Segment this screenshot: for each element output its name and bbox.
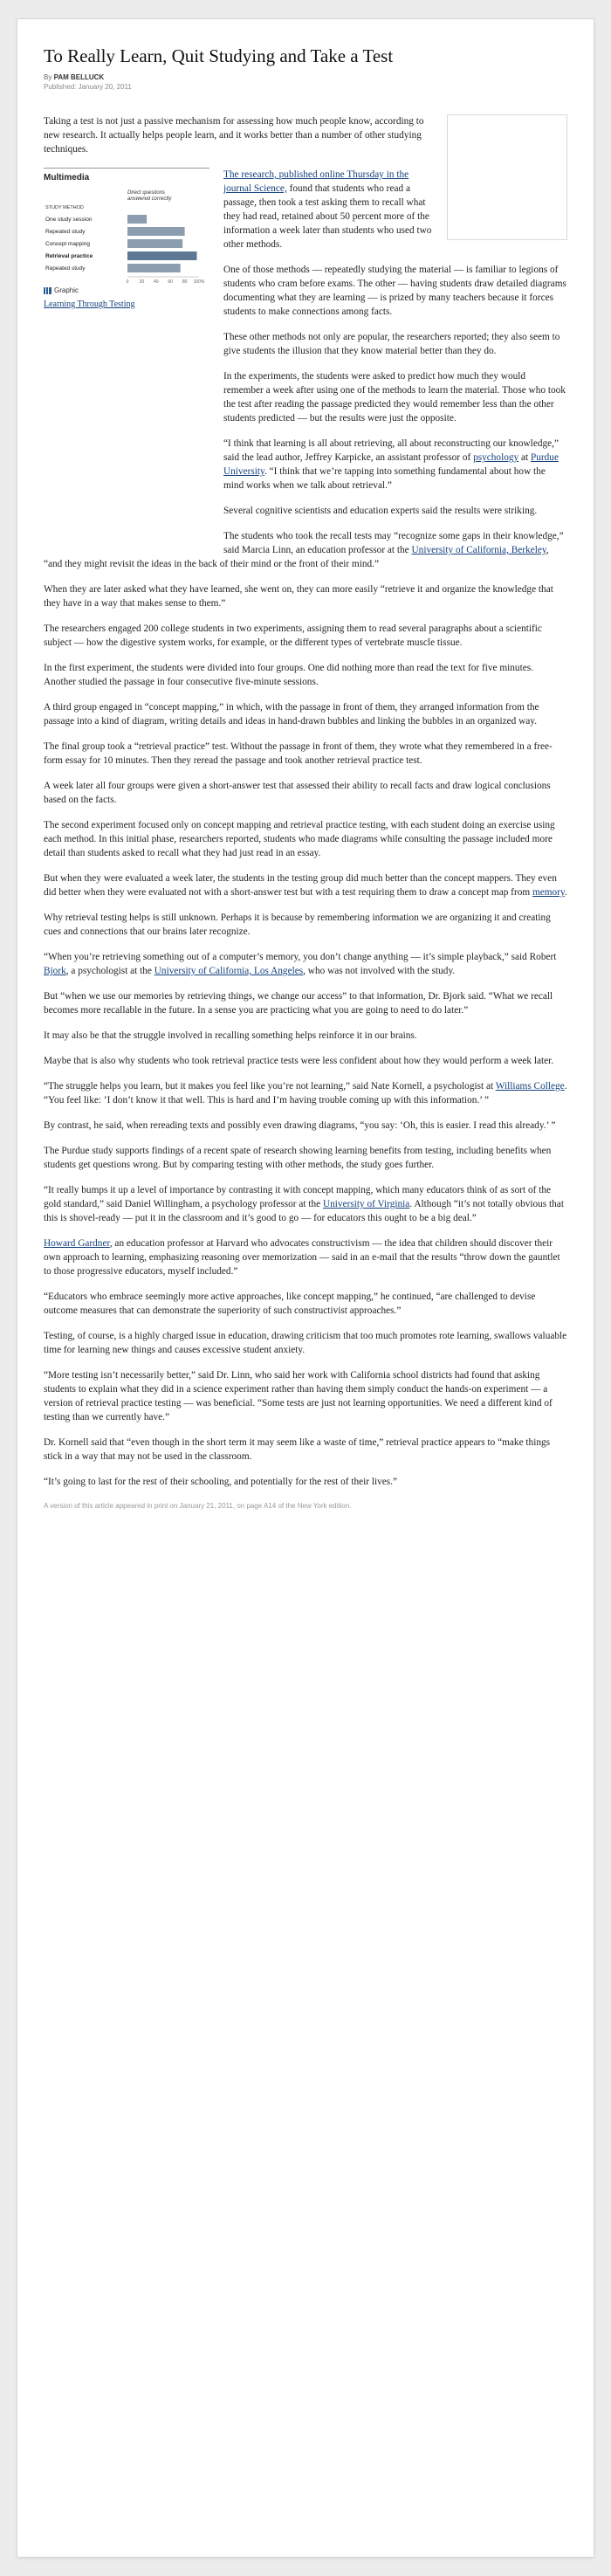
print-footnote: A version of this article appeared in print on January 21, 2011, on page A14 of the New York edition. [44, 1502, 352, 1510]
inline-link[interactable]: University of Virginia [322, 1199, 410, 1209]
headline: To Really Learn, Quit Studying and Take a Test [44, 45, 394, 66]
paragraph [44, 1475, 567, 1489]
paragraph-text: By contrast, he said, when rereading texts and possibly even drawing diagrams, “you say: ‘Oh, this is easier. I read this already.’ ” [44, 1120, 556, 1131]
graphic-thumbnail[interactable] [44, 188, 209, 286]
paragraph [44, 1368, 567, 1424]
paragraph [44, 911, 567, 939]
inline-link[interactable]: Howard Gardner [44, 1238, 110, 1249]
paragraph-text: Dr. Kornell said that “even though in the short term it may seem like a waste of time,” retrieval practice appears to “make things stick in a way that may not be used in the classroom. [44, 1437, 551, 1462]
inline-link[interactable]: memory [532, 887, 565, 898]
paragraph-text: The students who took the recall tests may “recognize some gaps in their knowledge,” said Marcia Linn, an education professor at the [223, 531, 564, 555]
paragraph [44, 1144, 567, 1172]
paragraph [44, 779, 567, 807]
paragraph-text: It may also be that the struggle involved in recalling something helps reinforce it in our brains. [44, 1030, 417, 1041]
multimedia-box [44, 168, 209, 548]
paragraph-text: The researchers engaged 200 college students in two experiments, assigning them to read several paragraphs about a scientific subject — how the digestive system works, for example, or the different types of vertebrate muscle tissue. [44, 623, 542, 648]
paragraph-text: But when they were evaluated a week later, the students in the testing group did much better than the concept mappers. They even did better when they were evaluated not with a short-answer test but with a test requiring them to draw a concept map from [44, 873, 557, 898]
paragraph-text: . Although “it’s not totally obvious that this is shovel-ready — put it in the classroom and it’s good to go — for educators this ought to be a big deal.” [44, 1199, 564, 1223]
paragraph-text: . [564, 887, 567, 898]
graphic-type-label: Graphic [54, 286, 79, 294]
paragraph-text: . “You feel like: ‘I don’t know it that well. This is hard and I’m having trouble coming up with this information.’ ” [44, 1081, 567, 1105]
paragraph-text: “It really bumps it up a level of importance by contrasting it with concept mapping, which many educators think of as sort of the gold standard,” said Daniel Willingham, a psychology professor at the [44, 1185, 552, 1209]
inline-link[interactable]: Williams College [495, 1081, 565, 1092]
paragraph-text: “When you’re retrieving something out of a computer’s memory, you don’t change anything — it’s simple playback,” said Robert [44, 952, 557, 962]
paragraph [44, 989, 567, 1017]
paragraph [44, 1054, 567, 1068]
inline-link[interactable]: psychology [473, 452, 519, 463]
inline-link[interactable]: Purdue University [223, 452, 559, 477]
paragraph [44, 1183, 567, 1225]
bar [127, 251, 197, 260]
paragraph [44, 871, 567, 899]
byline [44, 72, 567, 82]
article-content [44, 45, 567, 1511]
published-date: Published: January 20, 2011 [44, 83, 132, 91]
byline-prefix: By [44, 73, 52, 81]
paragraph-text: In the experiments, the students were asked to predict how much they would remember a week after using one of the methods to learn the material. Those who took the test after reading the passage predicted they would remember less than the other students predicted — but the results were just the opposite. [223, 371, 566, 424]
paragraph [44, 818, 567, 860]
category-label: One study session [45, 217, 93, 223]
category-label: Concept mapping [45, 241, 90, 247]
bar [127, 227, 185, 236]
article-sheet [17, 19, 594, 2557]
paragraph-text: The final group took a “retrieval practice” test. Without the passage in front of them, they wrote what they remembered in a free-form essay for 10 minutes. Then they reread the passage and took another retrieval practice test. [44, 741, 553, 766]
paragraph-text: One of those methods — repeatedly studying the material — is familiar to legions of students who cram before exams. The other — having students draw detailed diagrams documenting what they are learning — is prized by many teachers because it forces students to make connections among facts. [223, 265, 566, 317]
bar [127, 239, 182, 248]
paragraph-text: , a psychologist at the [65, 966, 154, 976]
paragraph [44, 1329, 567, 1357]
inline-link[interactable]: Bjork [44, 966, 66, 976]
paragraph-text: Maybe that is also why students who took retrieval practice tests were less confident about how they would perform a week later. [44, 1056, 554, 1066]
bar [127, 215, 147, 224]
paragraph-text: But “when we use our memories by retrieving things, we change our access” to that information, Dr. Bjork said. “What we recall becomes more recallable in the future. In a sense you are practicing what you are going to need to do later.” [44, 991, 553, 1016]
inline-link[interactable]: University of California, Berkeley [411, 545, 546, 555]
paragraph-text: “I think that learning is all about retrieving, all about reconstructing our knowledge,” said the lead author, Jeffrey Karpicke, an assistant professor of [223, 438, 559, 463]
x-tick-label: 100% [193, 279, 205, 285]
paragraph [44, 582, 567, 610]
paragraph-text: , who was not involved with the study. [303, 966, 456, 976]
bar [127, 264, 181, 272]
paragraph-text: In the first experiment, the students were divided into four groups. One did nothing more than read the text for five minutes. Another studied the passage in four consecutive five-minute sessions. [44, 663, 533, 687]
category-label: Repeated study [45, 229, 86, 235]
paragraph-text: “It’s going to last for the rest of their schooling, and potentially for the rest of their lives.” [44, 1477, 398, 1487]
inline-link[interactable]: The research, published online Thursday in the journal Science, [223, 169, 409, 194]
paragraph-text: Taking a test is not just a passive mechanism for assessing how much people know, according to new research. It actually helps people learn, and it works better than a number of other studying techniques. [44, 116, 424, 155]
paragraph [44, 1290, 567, 1318]
multimedia-title: Multimedia [44, 168, 209, 184]
paragraph-text: . “I think that we’re tapping into something fundamental about how the mind works when we talk about retrieval.” [223, 466, 546, 491]
paragraph-text: When they are later asked what they have learned, she went on, they can more easily “retrieve it and organize the knowledge that they have in a way that makes sense to them.” [44, 584, 553, 609]
paragraph-text: Testing, of course, is a highly charged issue in education, drawing criticism that too much promotes rote learning, swallows valuable time for learning new things and causes excessive student anxiety. [44, 1331, 567, 1355]
x-tick-label: 20 [139, 279, 145, 285]
paragraph-text: , “and they might revisit the ideas in the back of their mind or the front of their mind.” [44, 545, 549, 569]
paragraph [44, 622, 567, 650]
inline-link[interactable]: University of California, Los Angeles [154, 966, 304, 976]
paragraph-text: A week later all four groups were given a short-answer test that assessed their ability to recall facts and draw logical conclusions based on the facts. [44, 781, 551, 805]
column-header-right: answered correctly [127, 196, 172, 202]
paragraph-text: at [518, 452, 531, 463]
category-label: Retrieval practice [45, 253, 93, 259]
paragraph-text: These other methods not only are popular, the researchers reported; they also seem to give students the illusion that they know material better than they do. [223, 332, 560, 356]
paragraph-text: The second experiment focused only on concept mapping and retrieval practice testing, with each student doing an exercise using each method. In this initial phase, researchers reported, students who made diagrams while consulting the passage included more detail than students asked to recall what they had just read in an essay. [44, 820, 555, 858]
graphic-type [44, 286, 209, 295]
paragraph [44, 950, 567, 978]
paragraph-text: found that students who read a passage, then took a test asking them to recall what they had read, retained about 50 percent more of the information a week later than students who used two other methods. [223, 183, 432, 250]
column-header-right: Direct questions [127, 190, 166, 196]
x-tick-label: 40 [154, 279, 159, 285]
bar-chart-icon [44, 287, 51, 294]
paragraph [44, 700, 567, 728]
paragraph-text: “More testing isn’t necessarily better,” said Dr. Linn, who said her work with California school districts had found that asking students to explain what they did in a science experiment rather than having them simply conduct the hands-on experiment — a version of retrieval practice testing — was beneficial. “Some tests are just not learning opportunities. We need a different kind of testing than we currently have.” [44, 1370, 553, 1422]
author-name[interactable]: PAM BELLUCK [53, 73, 105, 81]
paragraph [44, 1236, 567, 1278]
paragraph [44, 740, 567, 768]
category-label: Repeated study [45, 265, 86, 272]
paragraph [44, 1029, 567, 1043]
paragraph-text: “Educators who embrace seemingly more active approaches, like concept mapping,” he continued, “are challenged to devise outcome measures that can demonstrate the superiority of such constructivist approaches.” [44, 1291, 536, 1316]
x-tick-label: 0 [126, 279, 129, 285]
column-header-left: STUDY METHOD [45, 205, 84, 210]
paragraph-text: , an education professor at Harvard who advocates constructivism — the idea that children should discover their own approach to learning, emphasizing reasoning over memorization — said in an e-mail that the results “throw down the gauntlet to those progressive educators, myself included.” [44, 1238, 560, 1277]
paragraph-text: “The struggle helps you learn, but it makes you feel like you’re not learning,” said Nate Kornell, a psychologist at [44, 1081, 496, 1092]
paragraph-text: Why retrieval testing helps is still unknown. Perhaps it is because by remembering information we are organizing it and creating cues and connections that our brains later recognize. [44, 913, 551, 937]
x-tick-label: 80 [182, 279, 188, 285]
graphic-caption-link[interactable]: Learning Through Testing [44, 300, 135, 309]
x-tick-label: 60 [168, 279, 173, 285]
paragraph [44, 1436, 567, 1464]
paragraph [44, 1079, 567, 1107]
ad-placeholder [447, 114, 567, 240]
paragraph-text: A third group engaged in “concept mapping,” in which, with the passage in front of them, they arranged information from the passage into a kind of diagram, writing details and ideas in hand-drawn bubbles and linking the bubbles in an organized way. [44, 702, 539, 727]
bar-chart [44, 188, 209, 286]
paragraph-text: Several cognitive scientists and education experts said the results were striking. [223, 506, 538, 516]
paragraph [44, 661, 567, 689]
article-body [44, 114, 567, 1489]
paragraph [44, 1119, 567, 1133]
paragraph-text: The Purdue study supports findings of a recent spate of research showing learning benefits from testing, including benefits when students get questions wrong. But by comparing testing with other methods, the study goes further. [44, 1146, 552, 1170]
